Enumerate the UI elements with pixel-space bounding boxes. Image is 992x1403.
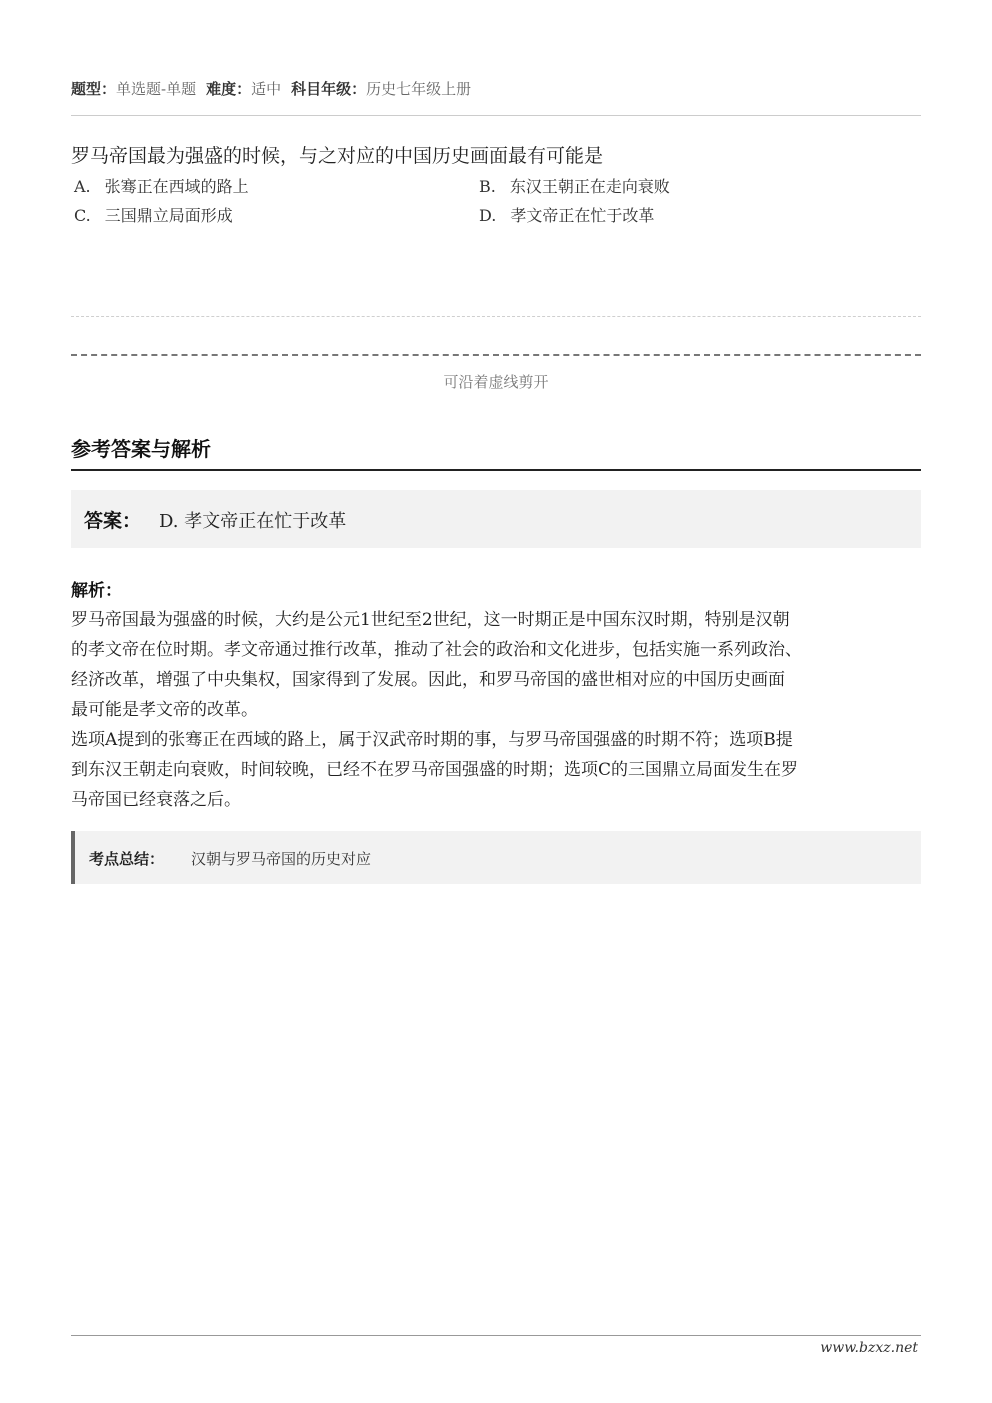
option-d[interactable] bbox=[479, 203, 654, 226]
analysis-line: 经济改革，增强了中央集权，国家得到了发展。因此，和罗马帝国的盛世相对应的中国历史画面 bbox=[71, 670, 785, 690]
option-c-letter: C. bbox=[74, 206, 91, 225]
analysis-line: 选项A提到的张骞正在西域的路上，属于汉武帝时期的事，与罗马帝国强盛的时期不符；选项B提 bbox=[71, 730, 793, 750]
footer-website: www.bzxz.net bbox=[820, 1340, 918, 1356]
option-d-letter: D. bbox=[479, 206, 497, 225]
difficulty-label: 难度： bbox=[206, 80, 252, 98]
summary-label: 考点总结： bbox=[89, 850, 165, 868]
subject-value: 历史七年级上册 bbox=[366, 80, 472, 98]
question-meta-bar bbox=[71, 78, 921, 99]
analysis-line: 的孝文帝在位时期。孝文帝通过推行改革，推动了社会的政治和文化进步，包括实施一系列政治、 bbox=[71, 640, 802, 660]
answer-box bbox=[71, 490, 921, 548]
cut-hint: 可沿着虚线剪开 bbox=[443, 373, 549, 391]
question-type-value: 单选题-单题 bbox=[116, 80, 197, 98]
answer-label: 答案： bbox=[84, 510, 142, 532]
answer-area-divider bbox=[71, 316, 921, 317]
analysis-text bbox=[71, 605, 921, 815]
subject-label: 科目年级： bbox=[291, 80, 367, 98]
footer-divider bbox=[71, 1335, 921, 1336]
analysis-line: 马帝国已经衰落之后。 bbox=[71, 790, 241, 810]
answer-value: D. 孝文帝正在忙于改革 bbox=[159, 511, 347, 532]
heading-underline bbox=[71, 469, 921, 471]
analysis-line: 到东汉王朝走向衰败，时间较晚，已经不在罗马帝国强盛的时期；选项C的三国鼎立局面发生在罗 bbox=[71, 760, 799, 780]
option-a-letter: A. bbox=[74, 177, 91, 196]
analysis-line: 最可能是孝文帝的改革。 bbox=[71, 700, 258, 720]
cut-line bbox=[71, 354, 921, 356]
difficulty-value: 适中 bbox=[251, 80, 282, 98]
analysis-line: 罗马帝国最为强盛的时候，大约是公元1世纪至2世纪，这一时期正是中国东汉时期，特别是汉朝 bbox=[71, 610, 790, 630]
option-a[interactable] bbox=[74, 174, 249, 197]
question-stem: 罗马帝国最为强盛的时候，与之对应的中国历史画面最有可能是 bbox=[71, 145, 604, 167]
key-point-summary bbox=[71, 831, 921, 884]
option-b[interactable] bbox=[479, 174, 670, 197]
question-type-label: 题型： bbox=[71, 80, 117, 98]
document-page bbox=[71, 0, 921, 1403]
option-d-text: 孝文帝正在忙于改革 bbox=[510, 206, 655, 225]
option-c[interactable] bbox=[74, 203, 233, 226]
option-b-text: 东汉王朝正在走向衰败 bbox=[509, 177, 670, 196]
analysis-label: 解析： bbox=[71, 581, 122, 601]
summary-value: 汉朝与罗马帝国的历史对应 bbox=[191, 850, 372, 868]
meta-divider bbox=[71, 115, 921, 116]
option-c-text: 三国鼎立局面形成 bbox=[104, 206, 233, 225]
option-a-text: 张骞正在西域的路上 bbox=[104, 177, 249, 196]
answer-section-heading: 参考答案与解析 bbox=[71, 437, 211, 461]
option-b-letter: B. bbox=[479, 177, 496, 196]
